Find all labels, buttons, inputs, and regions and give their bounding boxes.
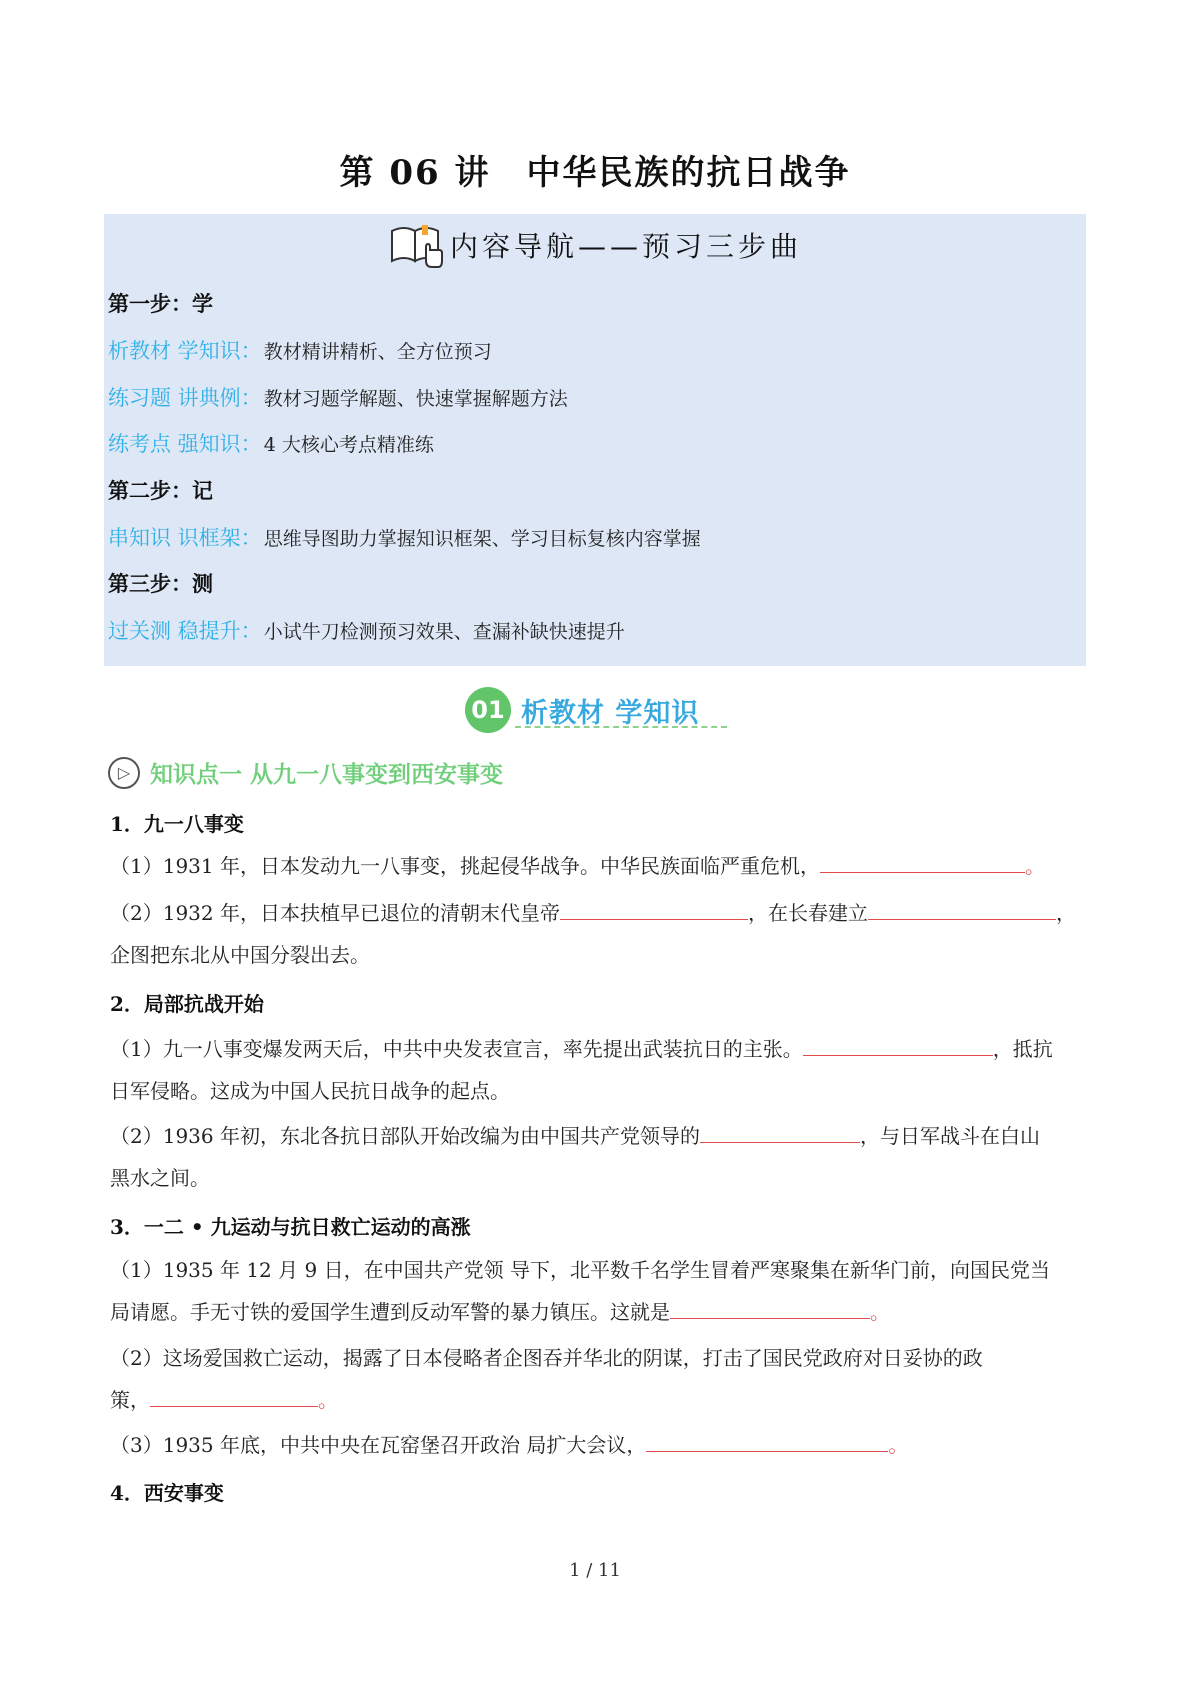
heading-129-movement: 3．一二 • 九运动与抗日救亡运动的高涨 (110, 1215, 471, 1239)
fill-blank[interactable] (560, 899, 748, 920)
play-arrow-icon: ▷ (108, 757, 140, 789)
nav-item-practice (108, 384, 568, 413)
nav-step-3: 第三步：测 (108, 571, 213, 596)
section-title: 析教材 学知识 (521, 697, 700, 729)
nav-item-desc: 教材习题学解题、快速掌握解题方法 (263, 388, 568, 410)
page-number: 1 / 11 (569, 1560, 621, 1581)
nav-item-learn (108, 337, 492, 366)
nav-item-desc: 思维导图助力掌握知识框架、学习目标复核内容掌握 (263, 528, 701, 550)
nav-item-desc: 小试牛刀检测预习效果、查漏补缺快速提升 (263, 621, 625, 643)
heading-918-incident: 1．九一八事变 (110, 812, 244, 836)
paragraph: （2）这场爱国救亡运动，揭露了日本侵略者企图吞并华北的阴谋，打击了国民党政府对日妥协的政 (110, 1346, 983, 1370)
nav-heading (104, 214, 1086, 276)
nav-step-2: 第二步：记 (108, 478, 213, 503)
nav-item-exam-points (108, 430, 434, 459)
fill-blank[interactable] (700, 1122, 860, 1143)
paragraph: （1）1931 年，日本发动九一八事变，挑起侵华战争。中华民族面临严重危机， 。 (110, 854, 1045, 878)
paragraph: 日军侵略。这成为中国人民抗日战争的起点。 (110, 1079, 510, 1103)
section-banner (465, 680, 699, 740)
paragraph: （2）1932 年，日本扶植早已退位的清朝末代皇帝 ，在长春建立 ， (110, 901, 1076, 925)
heading-xian-incident: 4．西安事变 (110, 1481, 224, 1505)
paragraph: 企图把东北从中国分裂出去。 (110, 943, 370, 967)
nav-item-label: 练考点 强知识： (108, 432, 262, 456)
fill-blank[interactable] (150, 1386, 318, 1407)
nav-item-label: 析教材 学知识： (108, 339, 262, 363)
section-number: 01 (465, 687, 511, 733)
nav-item-label: 串知识 识框架： (108, 526, 262, 550)
content-navigation-box (104, 214, 1086, 666)
fill-blank[interactable] (820, 852, 1025, 873)
heading-local-resistance: 2．局部抗战开始 (110, 992, 264, 1016)
nav-item-label: 过关测 稳提升： (108, 619, 262, 643)
knowledge-point-title: 知识点一 从九一八事变到西安事变 (150, 762, 504, 788)
paragraph: 策， 。 (110, 1388, 338, 1412)
paragraph: 局请愿。手无寸铁的爱国学生遭到反动军警的暴力镇压。这就是 。 (110, 1300, 890, 1324)
book-pointer-icon (388, 221, 444, 269)
nav-item-framework (108, 524, 701, 553)
paragraph: 黑水之间。 (110, 1166, 210, 1190)
fill-blank[interactable] (868, 899, 1056, 920)
knowledge-point-heading (108, 756, 503, 789)
nav-item-desc: 教材精讲精析、全方位预习 (263, 341, 492, 363)
nav-heading-text: 内容导航——预习三步曲 (449, 230, 802, 263)
fill-blank[interactable] (803, 1035, 993, 1056)
paragraph: （1）九一八事变爆发两天后，中共中央发表宣言，率先提出武装抗日的主张。 ，抵抗 (110, 1037, 1053, 1061)
fill-blank[interactable] (670, 1298, 870, 1319)
nav-item-test (108, 617, 625, 646)
section-divider (515, 726, 727, 728)
paragraph: （1）1935 年 12 月 9 日，在中国共产党领 导下，北平数千名学生冒着严寒聚集在新华门前，向国民党当 (110, 1258, 1050, 1282)
page-title: 第 06 讲 中华民族的抗日战争 (339, 153, 851, 193)
nav-step-1: 第一步：学 (108, 291, 213, 316)
paragraph: （3）1935 年底，中共中央在瓦窑堡召开政治 局扩大会议， 。 (110, 1433, 909, 1457)
paragraph: （2）1936 年初，东北各抗日部队开始改编为由中国共产党领导的 ，与日军战斗在白山 (110, 1124, 1040, 1148)
fill-blank[interactable] (646, 1431, 888, 1452)
nav-item-label: 练习题 讲典例： (108, 386, 262, 410)
nav-item-desc: 4 大核心考点精准练 (263, 434, 434, 456)
